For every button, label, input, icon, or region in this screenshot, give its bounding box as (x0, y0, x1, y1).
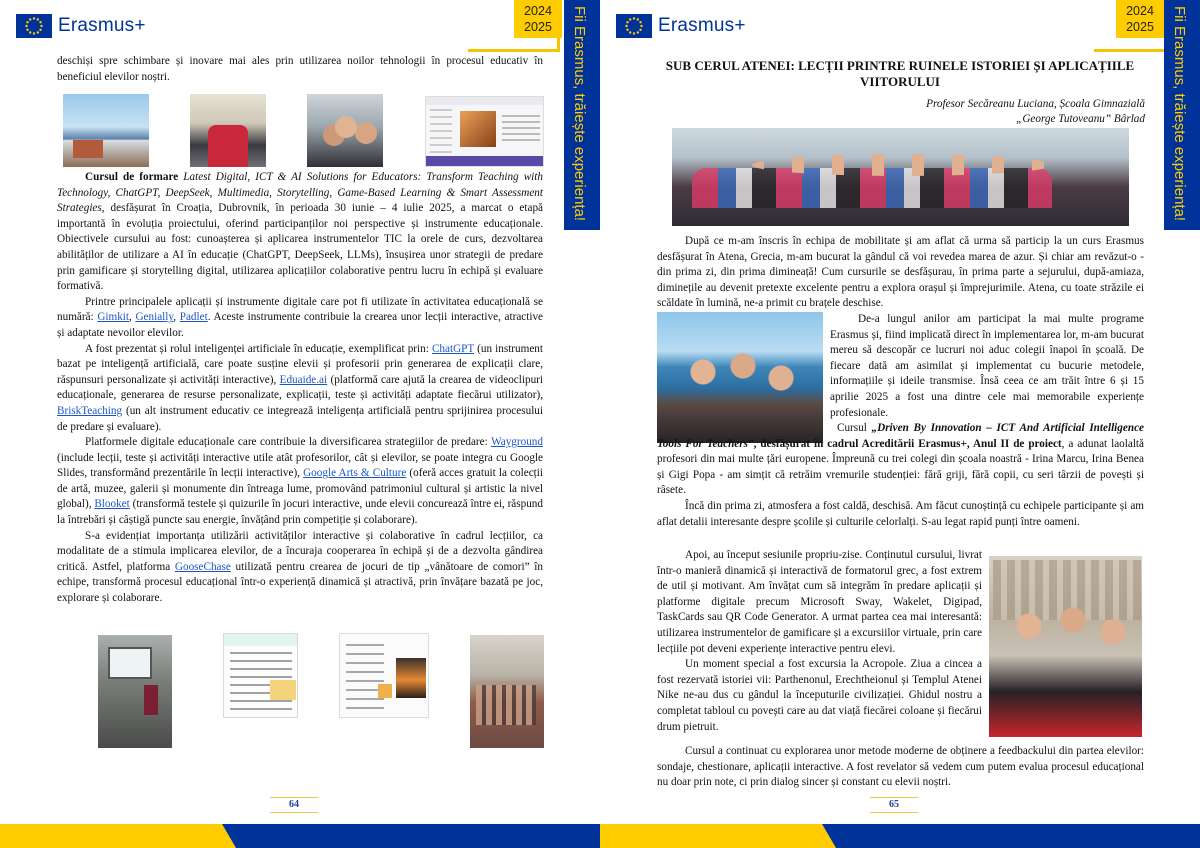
slogan-text: Fii Erasmus, trăiește experiența! (571, 6, 588, 222)
right-text-end (657, 744, 1144, 791)
photo-dubrovnik-city (63, 94, 149, 167)
photo-course-selfie (307, 94, 383, 167)
link-genially[interactable]: Genially (135, 311, 174, 324)
paragraph-platforms: Platformele digitale educaționale care contribuie la diversificarea strategiilor de predare: Wayground (include lecții, teste și activități interactive utile atât profesorilor, cât și elevilor, se poate integra cu Google Slides, transformând prezentările în lecții interactive), Google Arts & Culture (oferă acces gratuit la colecții de artă, muzee, galerii și monumente din întreaga lume, promovând patrimoniul cultural și artistic la nivel global), Blooket (transformă testele și quizurile în jocuri interactive, unde elevii concurează între ei, răspund la întrebări și câștigă puncte sau energie, învățând prin competiție și colaborare). (57, 436, 544, 527)
paragraph: deschiși spre schimbare și inovare mai ales prin utilizarea noilor tehnologii în procesul educativ în beneficiul elevilor noștri. (57, 55, 543, 83)
photo-app-interface (223, 633, 298, 718)
slogan-band (564, 0, 600, 230)
link-wayground[interactable]: Wayground (491, 436, 543, 449)
article-title: SUB CERUL ATENEI: LECȚII PRINTRE RUINELE ISTORIEI ȘI APLICAȚIILE VIITORULUI (665, 58, 1135, 89)
link-gimkit[interactable]: Gimkit (97, 311, 130, 324)
right-text-intro (657, 234, 1144, 312)
paragraph: Cursul a continuat cu explorarea unor metode moderne de obținere a feedbackului din partea elevilor: sondaje, chestionare, aplicații interactive. A fost revelator să vedem cum putem evalua procesul educațional nu doar prin note, ci prin dialog sincer și constant cu elevii noștri. (657, 745, 1144, 789)
photo-classroom-students (470, 635, 544, 748)
brand-name: Erasmus+ (58, 15, 146, 36)
erasmus-logo (16, 14, 146, 38)
brand-name: Erasmus+ (658, 15, 746, 36)
photo-app-screenshot (425, 96, 544, 167)
footer-band-left (0, 824, 600, 848)
paragraph: După ce m-am înscris în echipa de mobilitate și am aflat că urma să particip la un curs Erasmus desfășurat în Atena, Grecia, m-am bucurat la gândul că voi revedea marea de azur. Și chiar am revăzut-o - din prima zi, din prima dimineață! Cum cursurile se desfășurau, în prima parte a sejurului, după-amiaza, diminețile au devenit pretexte excelente pentru a explora orașul și împrejurimile. Atena, cu toate străzile ei scăldate în lumină, ne-a primit cu brațele deschise. (657, 235, 1144, 310)
slogan-text: Fii Erasmus, trăiește experiența! (1171, 6, 1188, 222)
link-padlet[interactable]: Padlet (179, 311, 208, 324)
right-text-middle (657, 421, 1144, 530)
page-number-right: 65 (870, 797, 918, 813)
year-badge: 2024 2025 (514, 0, 562, 38)
left-text-main (57, 170, 543, 607)
paragraph: Apoi, au început sesiunile propriu-zise. Conținutul cursului, livrat într-o manieră dinamică și interactivă de formatorul grec, a fost extrem de util și motivant. Am învățat cum să integrăm în predare aplicații și platforme digitale precum Microsoft Sway, Wakelet, Digipad, TaskCards sau QR Code Generator. A urmat partea cea mai interesantă: utilizarea instrumentelor de gamificare și a excursiilor virtuale, prin care lecțiile pot deveni experiențe interactive pentru elevi. (657, 549, 982, 655)
paragraph: Încă din prima zi, atmosfera a fost caldă, deschisă. Am făcut cunoștință cu echipele participante și am aflat detalii interesante despre școlile și culturile celorlalți. S-au legat rapid punți între oameni. (657, 499, 1144, 528)
eu-flag-icon (16, 14, 52, 38)
paragraph-ai: A fost prezentat și rolul inteligenței artificiale în educație, exemplificat prin: ChatGPT (un instrument bazat pe inteligență artificială, care poate susține elevii și profesorii prin generarea de explicații clare, răspunsuri personalizate și activități interactive), Eduaide.ai (platformă care ajută la crearea de videoclipuri educaționale, generarea de resurse personalizate, explicații, teste și activități adaptate fiecărui utilizator), BriskTeaching (un alt instrument educativ ce integrează inteligența artificială pentru sprijinirea procesului de predare și evaluare). (57, 342, 543, 433)
eu-flag-icon (616, 14, 652, 38)
paragraph-goosechase: S-a evidențiat importanța utilizării activităților interactive și colaborative în cadrul lecțiilor, ca modalitate de a stimula implicarea elevilor, de a încuraja cooperarea în echipă și de a dezvolta gândirea critică. Astfel, platforma GooseChase utilizată pentru crearea de jocuri de tip „vânătoare de comori” în echipe, transformă procesul educațional într-o experiență dinamică și atractivă, prin învățare bazată pe joc, explorare și colaborare. (57, 529, 543, 605)
link-eduaide[interactable]: Eduaide.ai (279, 373, 328, 386)
photo-web-screenshot (339, 633, 429, 718)
link-goosechase[interactable]: GooseChase (174, 560, 231, 573)
link-blooket[interactable]: Blooket (94, 498, 130, 511)
footer-band-right (600, 824, 1200, 848)
erasmus-logo (616, 14, 746, 38)
photo-acropolis-selfie (989, 556, 1142, 737)
paragraph-course: Cursul „Driven By Innovation – ICT And Artificial Intelligence Tools For Teachers”, desfășurat în cadrul Acreditării Erasmus+, Anul II de proiect, a adunat laolaltă profesori din mai multe țări europene. Împreună cu trei colegi din școala noastră - Irina Marcu, Irina Benea și Gigi Popa - am simțit că retrăim vremurile studenției: fără griji, fără copii, cu seri târzii de povești și râsete. (657, 422, 1145, 497)
paragraph-apps: Printre principalele aplicații și instrumente digitale care pot fi utilizate în activitatea educațională se numără: Gimkit, Genially, Padlet. Aceste instrumente contribuie la crearea unor lecții interactive, atractive și adaptate nevoilor elevilor. (57, 295, 544, 339)
year-badge: 2024 2025 (1116, 0, 1164, 38)
link-google-arts[interactable]: Google Arts & Culture (303, 467, 407, 480)
right-text-wrap1 (830, 312, 1144, 421)
right-text-wrap2 (657, 548, 982, 735)
photo-classroom-presentation (98, 635, 172, 748)
link-chatgpt[interactable]: ChatGPT (431, 342, 475, 355)
left-text-top (57, 54, 543, 85)
photo-course-group (190, 94, 266, 167)
article-author: Profesor Secăreanu Luciana, Școala Gimnazială „George Tutoveanu” Bârlad (926, 98, 1145, 125)
paragraph-course: Cursul de formare Latest Digital, ICT & AI Solutions for Educators: Transform Teaching with Technology, ChatGPT, DeepSeek, Multimedia, Storytelling, Game-Based Learning & Smart Assessment Strategies, desfășurat în Croația, Dubrovnik, în perioada 30 iunie – 4 iulie 2025, a marcat o etapă importantă în evoluția proiectului, oferind participanților noi perspective și instrumente educaționale. Obiectivele cursului au fost: cunoașterea și aplicarea instrumentelor TIC la orele de curs, dezvoltarea abilităților de utilizare a AI în educație (ChatGPT, DeepSeek, LLMs), însușirea unor strategii de predare prin gamificare și storytelling digital, utilizarea aplicațiilor colaborative pentru lucru în echipă și evaluare formativă. (57, 171, 543, 293)
page-number-left: 64 (270, 797, 318, 813)
link-briskteaching[interactable]: BriskTeaching (57, 404, 123, 417)
photo-course-classroom (672, 128, 1129, 226)
paragraph: Un moment special a fost excursia la Acropole. Ziua a cincea a fost rezervată istoriei vii: Parthenonul, Erechtheionul și Templul Atenei Nike ne-au dus cu gândul la începuturile civilizației. Ghidul nostru a completat tabloul cu povești care au dat viață fiecărei coloane și fiecărui drum pietruit. (657, 658, 982, 733)
paragraph: De-a lungul anilor am participat la mai multe programe Erasmus și, fiind implicată direct în implementarea lor, m-am bucurat mereu să descopăr ce lucruri noi aduc colegii înapoi în școală. De fiecare dată am asimilat și implementat cu bucurie metodele, informațiile și ideile transmise. Însă ceea ce am trăit între 6 și 15 aprilie 2025 a fost una dintre cele mai memorabile experiențe profesionale. (830, 313, 1144, 419)
slogan-band (1164, 0, 1200, 230)
